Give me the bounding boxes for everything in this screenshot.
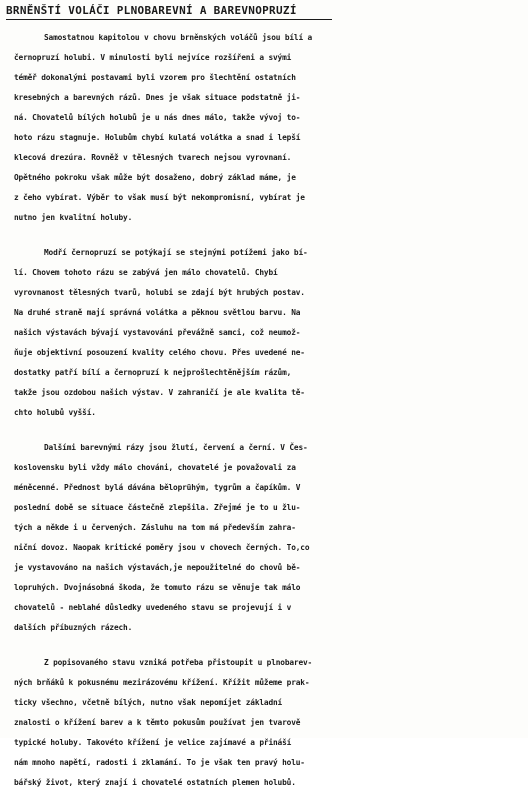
text-line: poslední době se situace částečně zlepšila. Zřejmé je to u žlu- [14, 503, 301, 512]
paragraph [14, 243, 526, 423]
text-line: koslovensku byli vždy málo chováni, chovatelé je považovali za [14, 463, 296, 472]
text-line: našich výstavách bývají vystavováni převážně samci, což neumož- [14, 328, 301, 337]
text-line: chto holubů vyšší. [14, 408, 96, 417]
text-line: Na druhé straně mají správná volátka a pěknou světlou barvu. Na [14, 308, 301, 317]
text-line: bářský život, který znají i chovatelé ostatních plemen holubů. [14, 778, 296, 787]
text-line: nám mnoho napětí, radosti i zklamání. To je však ten pravý holu- [14, 758, 305, 767]
text-line: nutno jen kvalitní holuby. [14, 213, 133, 222]
text-line: téměř dokonalými postavami byli vzorem pro šlechtění ostatních [14, 73, 296, 82]
text-line: lopruhých. Dvojnásobná škoda, že tomuto rázu se věnuje tak málo [14, 583, 301, 592]
text-line: kresebných a barevných rázů. Dnes je však situace podstatně ji- [14, 93, 301, 102]
text-line: Opětného pokroku však může být dosaženo, dobrý základ máme, je [14, 173, 296, 182]
paragraph [14, 28, 526, 228]
text-line: klecová drezúra. Rovněž v tělesných tvarech nejsou vyrovnaní. [14, 153, 292, 162]
text-line: ňuje objektivní posouzení kvality celého chovu. Přes uvedené ne- [14, 348, 305, 357]
paragraph [14, 653, 526, 793]
text-line: takže jsou ozdobou našich výstav. V zahraničí je ale kvalita tě- [14, 388, 305, 397]
text-line: Modří černopruzí se potýkají se stejnými potížemi jako bí- [44, 248, 308, 257]
text-line: hoto rázu stagnuje. Holubům chybí kulatá volátka a snad i lepší [14, 133, 301, 142]
document-body [14, 28, 526, 808]
text-line: lí. Chovem tohoto rázu se zabývá jen málo chovatelů. Chybí [14, 268, 278, 277]
text-line: Samostatnou kapitolou v chovu brněnských voláčů jsou bílí a [44, 33, 313, 42]
text-line: černopruzí holubi. V minulosti byli nejvíce rozšířeni a svými [14, 53, 292, 62]
text-line: Dalšími barevnými rázy jsou žlutí, červení a černí. V Čes- [44, 443, 308, 452]
document-title: BRNĚNŠTÍ VOLÁČI PLNOBAREVNÍ A BAREVNOPRUZÍ [6, 4, 297, 17]
title-underline [6, 19, 332, 20]
text-line: méněcenné. Přednost bylá dávána běloprühým, tygrům a čapíkům. V [14, 483, 301, 492]
text-line: znalosti o křížení barev a k těmto pokusům používat jen tvarově [14, 718, 301, 727]
text-line: typické holuby. Takovéto křížení je velice zajímavé a přináší [14, 738, 292, 747]
text-line: ticky všechno, včetně bílých, nutno však nepomíjet základní [14, 698, 283, 707]
text-line: ných brňáků k pokusnému mezirázovému křížení. Křížit můžeme prak- [14, 678, 310, 687]
text-line: ná. Chovatelů bílých holubů je u nás dnes málo, takže vývoj to- [14, 113, 301, 122]
paragraph [14, 438, 526, 638]
text-line: vyrovnanost tělesných tvarů, holubi se zdají být hrubých postav. [14, 288, 305, 297]
text-line: tých a někde i u červených. Zásluhu na tom má především zahra- [14, 523, 296, 532]
text-line: dostatky patří bílí a černopruzí k nejprošlechtěnějším rázům, [14, 368, 292, 377]
text-line: je vystavováno na našich výstavách,je nepoužitelné do chovů bě- [14, 563, 301, 572]
text-line: Z popisovaného stavu vzniká potřeba přistoupit u plnobarev- [44, 658, 313, 667]
text-line: dalších příbuzných rázech. [14, 623, 133, 632]
text-line: z čeho vybírat. Výběr to však musí být nekompromisní, vybírat je [14, 193, 305, 202]
text-line: chovatelů - neblahé důsledky uvedeného stavu se projevují i v [14, 603, 292, 612]
text-line: niční dovoz. Naopak kritické poměry jsou v chovech černých. To,co [14, 543, 310, 552]
